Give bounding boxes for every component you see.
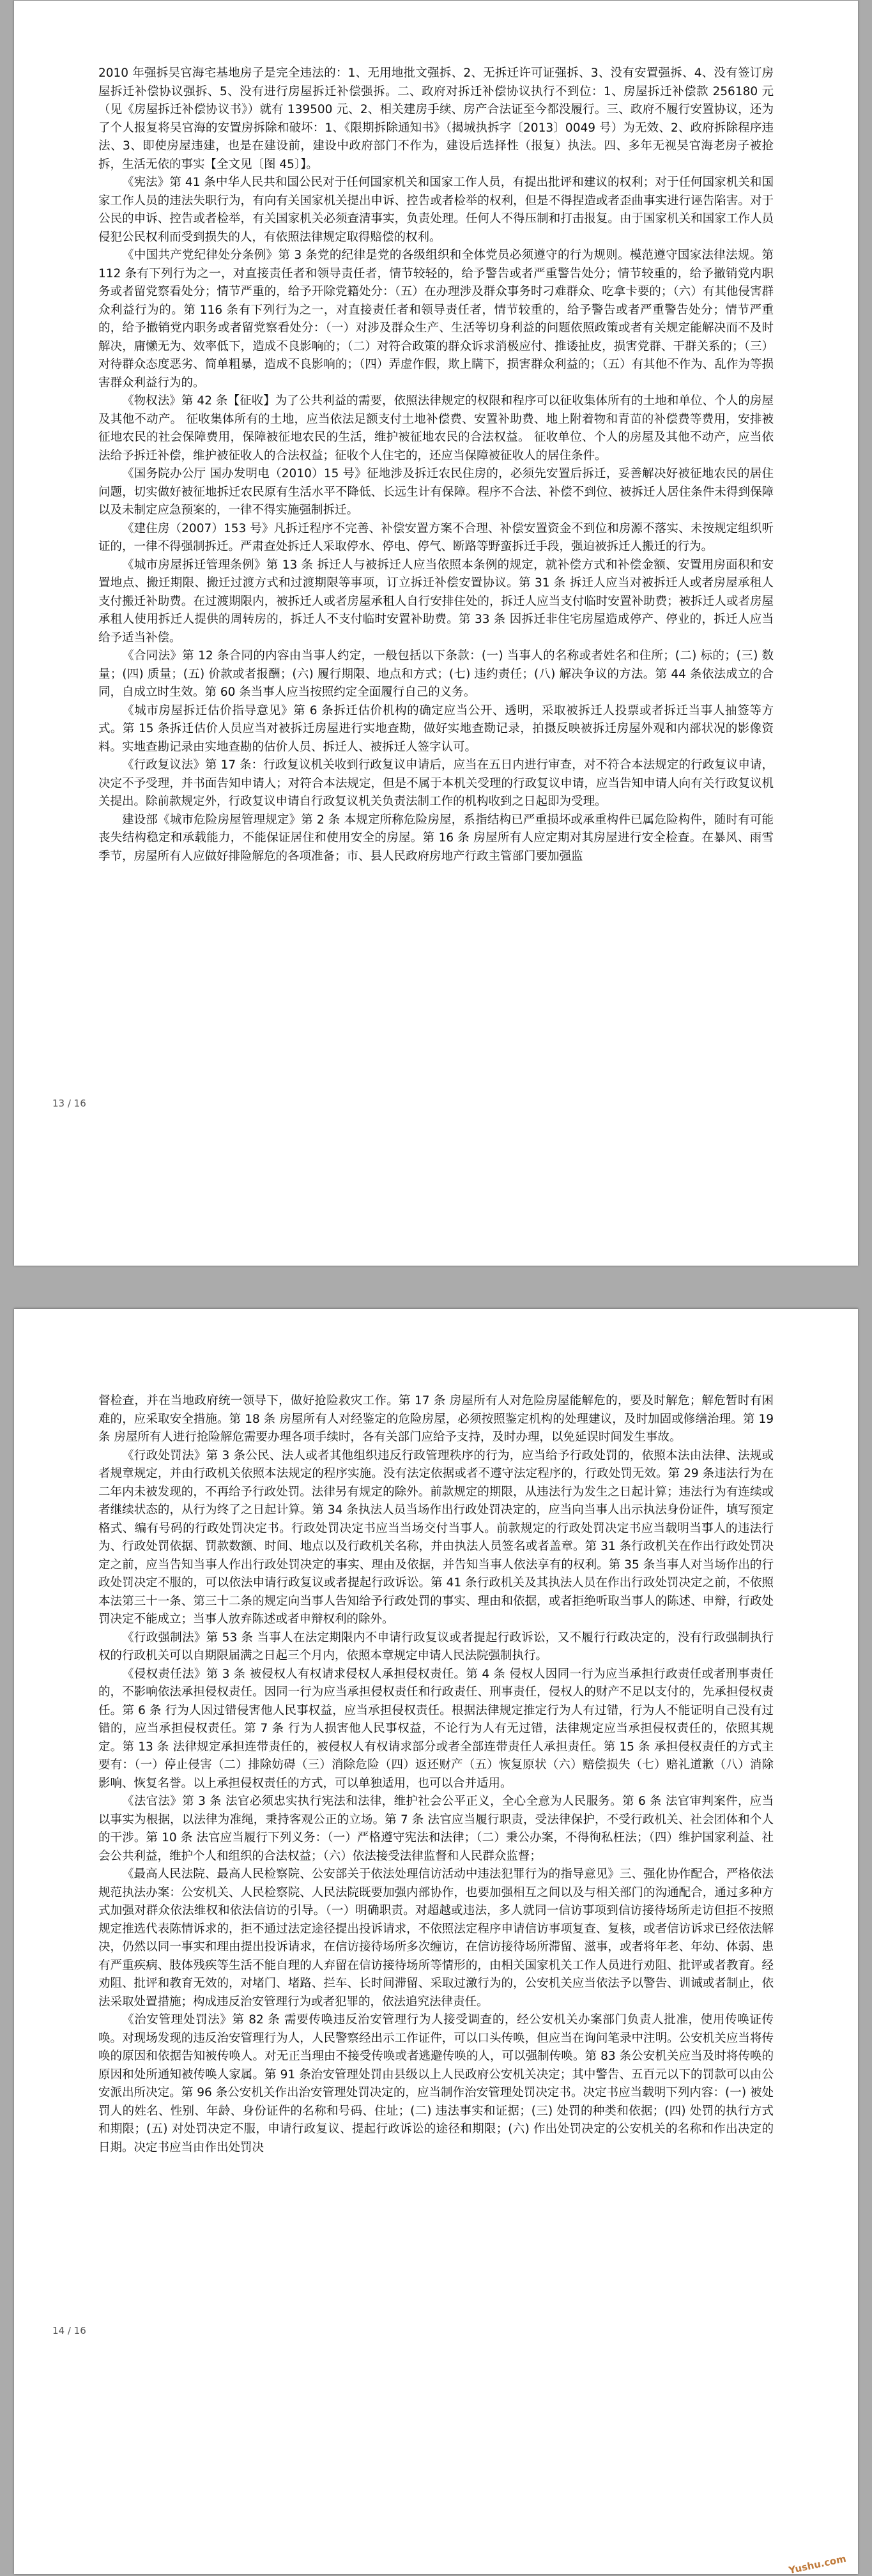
paragraph: 《行政强制法》第 53 条 当事人在法定期限内不申请行政复议或者提起行政诉讼，又不履行行政决定的，没有行政强制执行权的行政机关可以自期限届满之日起三个月内，依照本章规定申请人民法院强制执行。 xyxy=(98,1630,774,1662)
paragraph: 《城市房屋拆迁管理条例》第 13 条 拆迁人与被拆迁人应当依照本条例的规定，就补偿方式和补偿金额、安置用房面积和安置地点、搬迁期限、搬迁过渡方式和过渡期限等事项，订立拆迁补偿安置协议。第 31 条 拆迁人应当对被拆迁人或者房屋承租人支付搬迁补助费。在过渡期限内，被拆迁人或者房屋承租人自行安排住处的，拆迁人应当支付临时安置补助费；被拆迁人或者房屋承租人使用拆迁人提供的周转房的，拆迁人不支付临时安置补助费。第 33 条 因拆迁非住宅房屋造成停产、停业的，拆迁人应当给予适当补偿。 xyxy=(98,558,774,645)
paragraph: 2010 年强拆吴官海宅基地房子是完全违法的：1、无用地批文强拆、2、无拆迁许可证强拆、3、没有安置强拆、4、没有签订房屋拆迁补偿协议强拆、5、没有进行房屋拆迁补偿强拆。二、政府对拆迁补偿协议执行不到位：1、房屋拆迁补偿款 256180 元（见《房屋拆迁补偿协议书》）就有 139500 元、2、相关建房手续、房产合法证至今都没履行。三、政府不履行安置协议，还为了个人报复将吴官海的安置房拆除和破坏：1、《限期拆除通知书》（揭城执拆字〔2013〕0049 号）为无效、2、政府拆除程序违法、3、即使房屋违建，也是在建设前，建设中政府部门不作为，建设后选择性（报复）执法。四、多年无视吴官海老房子被抢拆，生活无依的事实【全文见〔图 45〕】。 xyxy=(98,66,774,171)
paragraph: 《法官法》第 3 条 法官必须忠实执行宪法和法律，维护社会公平正义，全心全意为人民服务。第 6 条 法官审判案件，应当以事实为根据，以法律为准绳，秉持客观公正的立场。第 7 条 法官应当履行职责，受法律保护，不受行政机关、社会团体和个人的干涉。第 10 条 法官应当履行下列义务：（一）严格遵守宪法和法律；（二）秉公办案，不得徇私枉法；（四）维护国家利益、社会公共利益，维护个人和组织的合法权益；（六）依法接受法律监督和人民群众监督； xyxy=(98,1795,774,1863)
paragraph: 督检查，并在当地政府统一领导下，做好抢险救灾工作。第 17 条 房屋所有人对危险房屋能解危的，要及时解危；解危暂时有困难的，应采取安全措施。第 18 条 房屋所有人对经鉴定的危险房屋，必须按照鉴定机构的处理建议，及时加固或修缮治理。第 19 条 房屋所有人进行抢险解危需要办理各项手续时，各有关部门应给予支持，及时办理，以免延误时间发生事故。 xyxy=(98,1394,774,1444)
paragraph: 《宪法》第 41 条中华人民共和国公民对于任何国家机关和国家工作人员，有提出批评和建议的权利；对于任何国家机关和国家工作人员的违法失职行为，有向有关国家机关提出申诉、控告或者检举的权利，但是不得捏造或者歪曲事实进行诬告陷害。对于公民的申诉、控告或者检举，有关国家机关必须查清事实，负责处理。任何人不得压制和打击报复。由于国家机关和国家工作人员侵犯公民权利而受到损失的人，有依照法律规定取得赔偿的权利。 xyxy=(98,176,774,244)
paragraph: 《建住房（2007）153 号》凡拆迁程序不完善、补偿安置方案不合理、补偿安置资金不到位和房源不落实、未按规定组织听证的，一律不得强制拆迁。严肃查处拆迁人采取停水、停电、停气、断路等野蛮拆迁手段，强迫被拆迁人搬迁的行为。 xyxy=(98,521,774,553)
document-page-13 xyxy=(14,0,858,1266)
paragraph: 《物权法》第 42 条【征收】为了公共利益的需要，依照法律规定的权限和程序可以征收集体所有的土地和单位、个人的房屋及其他不动产。 征收集体所有的土地，应当依法足额支付土地补偿费、安置补助费、地上附着物和青苗的补偿费等费用，安排被征地农民的社会保障费用，保障被征地农民的生活，维护被征地农民的合法权益。 征收单位、个人的房屋及其他不动产，应当依法给予拆迁补偿，维护被征收人的合法权益；征收个人住宅的，还应当保障被征收人的居住条件。 xyxy=(98,394,774,463)
watermark-logo: Yushu.com xyxy=(787,2552,847,2576)
paragraph: 《合同法》第 12 条合同的内容由当事人约定，一般包括以下条款：(一) 当事人的名称或者姓名和住所；(二) 标的；(三) 数量；(四) 质量；(五) 价款或者报酬；(六) 履行期限、地点和方式；(七) 违约责任；(八) 解决争议的方法。第 44 条依法成立的合同，自成立时生效。第 60 条当事人应当按照约定全面履行自己的义务。 xyxy=(98,649,774,699)
paragraph: 《行政复议法》第 17 条：行政复议机关收到行政复议申请后，应当在五日内进行审查，对不符合本法规定的行政复议申请，决定不予受理，并书面告知申请人；对符合本法规定，但是不属于本机关受理的行政复议申请，应当告知申请人向有关行政复议机关提出。除前款规定外，行政复议申请自行政复议机关负责法制工作的机构收到之日起即为受理。 xyxy=(98,758,774,808)
page-number: 13 / 16 xyxy=(52,1098,86,1109)
page-14-body xyxy=(98,1392,774,2157)
paragraph: 《国务院办公厅 国办发明电（2010）15 号》征地涉及拆迁农民住房的，必须先安置后拆迁，妥善解决好被征地农民的居住问题，切实做好被征地拆迁农民原有生活水平不降低、长远生计有保障。程序不合法、补偿不到位、被拆迁人居住条件未得到保障以及未制定应急预案的，一律不得实施强制拆迁。 xyxy=(98,467,774,517)
paragraph: 《行政处罚法》第 3 条公民、法人或者其他组织违反行政管理秩序的行为，应当给予行政处罚的，依照本法由法律、法规或者规章规定，并由行政机关依照本法规定的程序实施。没有法定依据或者不遵守法定程序的，行政处罚无效。第 29 条违法行为在二年内未被发现的，不再给予行政处罚。法律另有规定的除外。前款规定的期限，从违法行为发生之日起计算；违法行为有连续或者继续状态的，从行为终了之日起计算。第 34 条执法人员当场作出行政处罚决定的，应当向当事人出示执法身份证件，填写预定格式、编有号码的行政处罚决定书。行政处罚决定书应当当场交付当事人。前款规定的行政处罚决定书应当载明当事人的违法行为、行政处罚依据、罚款数额、时间、地点以及行政机关名称，并由执法人员签名或者盖章。第 31 条行政机关在作出行政处罚决定之前，应当告知当事人作出行政处罚决定的事实、理由及依据，并告知当事人依法享有的权利。第 35 条当事人对当场作出的行政处罚决定不服的，可以依法申请行政复议或者提起行政诉讼。第 41 条行政机关及其执法人员在作出行政处罚决定之前，不依照本法第三十一条、第三十二条的规定向当事人告知给予行政处罚的事实、理由和依据，或者拒绝听取当事人的陈述、申辩，行政处罚决定不能成立；当事人放弃陈述或者申辩权利的除外。 xyxy=(98,1448,774,1626)
paragraph: 《中国共产党纪律处分条例》第 3 条党的纪律是党的各级组织和全体党员必须遵守的行为规则。模范遵守国家法律法规。第 112 条有下列行为之一，对直接责任者和领导责任者，情节较轻的，给予警告或者严重警告处分；情节较重的，给予撤销党内职务或者留党察看处分；情节严重的，给予开除党籍处分：（五）在办理涉及群众事务时刁难群众、吃拿卡要的；（六）有其他侵害群众利益行为的。第 116 条有下列行为之一，对直接责任者和领导责任者，情节较重的，给予警告或者严重警告处分；情节严重的，给予撤销党内职务或者留党察看处分：（一）对涉及群众生产、生活等切身利益的问题依照政策或者有关规定能解决而不及时解决，庸懒无为、效率低下，造成不良影响的；（二）对符合政策的群众诉求消极应付、推诿扯皮，损害党群、干群关系的；（三）对待群众态度恶劣、简单粗暴，造成不良影响的；（四）弄虚作假，欺上瞒下，损害群众利益的；（五）有其他不作为、乱作为等损害群众利益行为的。 xyxy=(98,249,774,390)
page-13-body xyxy=(98,65,774,866)
page-number: 14 / 16 xyxy=(52,2325,86,2336)
paragraph: 建设部《城市危险房屋管理规定》第 2 条 本规定所称危险房屋，系指结构已严重损坏或承重构件已属危险构件，随时有可能丧失结构稳定和承载能力，不能保证居住和使用安全的房屋。第 16 条 房屋所有人应定期对其房屋进行安全检查。在暴风、雨雪季节，房屋所有人应做好排险解危的各项准备；市、县人民政府房地产行政主管部门要加强监 xyxy=(98,813,774,863)
paragraph: 《城市房屋拆迁估价指导意见》第 6 条拆迁估价机构的确定应当公开、透明，采取被拆迁人投票或者拆迁当事人抽签等方式。第 15 条拆迁估价人员应当对被拆迁房屋进行实地查勘，做好实地查勘记录，拍摄反映被拆迁房屋外观和内部状况的影像资料。实地查勘记录由实地查勘的估价人员、拆迁人、被拆迁人签字认可。 xyxy=(98,703,774,754)
paragraph: 《侵权责任法》第 3 条 被侵权人有权请求侵权人承担侵权责任。第 4 条 侵权人因同一行为应当承担行政责任或者刑事责任的，不影响依法承担侵权责任。因同一行为应当承担侵权责任和行政责任、刑事责任，侵权人的财产不足以支付的，先承担侵权责任。第 6 条 行为人因过错侵害他人民事权益，应当承担侵权责任。根据法律规定推定行为人有过错，行为人不能证明自己没有过错的，应当承担侵权责任。第 7 条 行为人损害他人民事权益，不论行为人有无过错，法律规定应当承担侵权责任的，依照其规定。第 13 条 法律规定承担连带责任的，被侵权人有权请求部分或者全部连带责任人承担责任。第 15 条 承担侵权责任的方式主要有：（一）停止侵害（二）排除妨碍（三）消除危险（四）返还财产（五）恢复原状（六）赔偿损失（七）赔礼道歉（八）消除影响、恢复名誉。以上承担侵权责任的方式，可以单独适用，也可以合并适用。 xyxy=(98,1667,774,1790)
document-page-14 xyxy=(14,1308,858,2574)
paragraph: 《治安管理处罚法》第 82 条 需要传唤违反治安管理行为人接受调查的，经公安机关办案部门负责人批准，使用传唤证传唤。对现场发现的违反治安管理行为人，人民警察经出示工作证件，可以口头传唤，但应当在询问笔录中注明。公安机关应当将传唤的原因和依据告知被传唤人。对无正当理由不接受传唤或者逃避传唤的人，可以强制传唤。第 83 条公安机关应当及时将传唤的原因和处所通知被传唤人家属。第 91 条治安管理处罚由县级以上人民政府公安机关决定；其中警告、五百元以下的罚款可以由公安派出所决定。第 96 条公安机关作出治安管理处罚决定的，应当制作治安管理处罚决定书。决定书应当载明下列内容：(一) 被处罚人的姓名、性别、年龄、身份证件的名称和号码、住址；(二) 违法事实和证据；(三) 处罚的种类和依据；(四) 处罚的执行方式和期限；(五) 对处罚决定不服，申请行政复议、提起行政诉讼的途径和期限；(六) 作出处罚决定的公安机关的名称和作出决定的日期。决定书应当由作出处罚决 xyxy=(98,2013,774,2154)
paragraph: 《最高人民法院、最高人民检察院、公安部关于依法处理信访活动中违法犯罪行为的指导意见》三、强化协作配合，严格依法规范执法办案：公安机关、人民检察院、人民法院既要加强内部协作，也要加强相互之间以及与相关部门的沟通配合，通过多种方式加强对群众依法维权和依法信访的引导。（一）明确职责。对超越或违法，多人就同一信访事项到信访接待场所走访但拒不按照规定推选代表陈情诉求的，拒不通过法定途径提出投诉请求，不依照法定程序申请信访事项复查、复核，或者信访诉求已经依法解决，仍然以同一事实和理由提出投诉请求，在信访接待场所多次缠访，在信访接待场所滞留、滋事，或者将年老、年幼、体弱、患有严重疾病、肢体残疾等生活不能自理的人弃留在信访接待场所等情形的，由相关国家机关工作人员进行劝阻、批评或者教育。经劝阻、批评和教育无效的，对堵门、堵路、拦车、长时间滞留、采取过激行为的，公安机关应当依法予以警告、训诫或者制止，依法采取处置措施；构成违反治安管理行为或者犯罪的，依法追究法律责任。 xyxy=(98,1867,774,2009)
